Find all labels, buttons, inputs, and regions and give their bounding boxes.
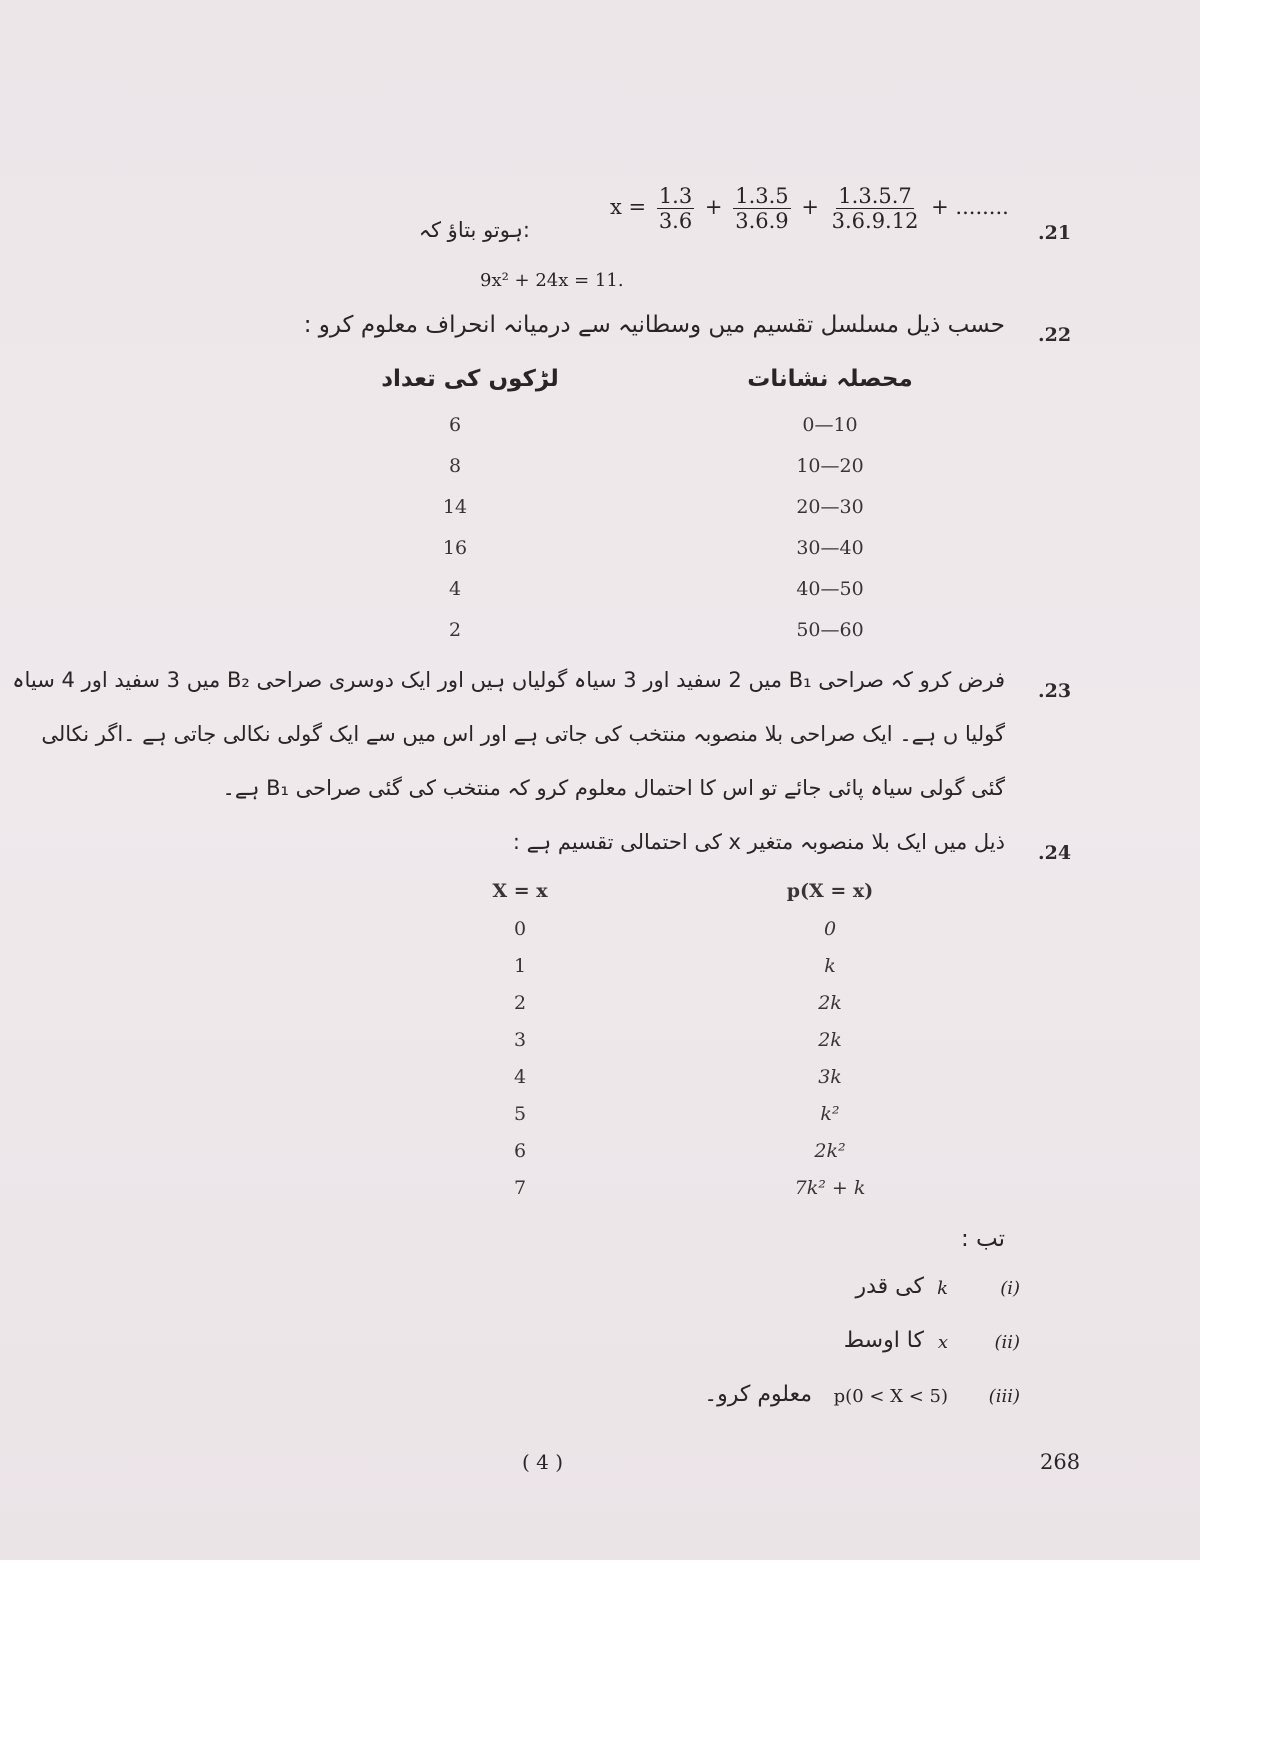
question-number-24: .24 [1038, 842, 1072, 864]
question-21-text: :ہوتو بتاؤ کہ [418, 218, 530, 242]
sub-part-text: معلوم کرو۔ [704, 1382, 812, 1407]
table-cell-probability: 3k [818, 1066, 842, 1088]
table-cell-students: 4 [448, 578, 462, 600]
table-cell-marks: 50—60 [796, 619, 864, 641]
question-number-23: .23 [1038, 680, 1072, 702]
column-header-x: X = x [492, 880, 548, 902]
table-cell-students: 8 [448, 455, 462, 477]
table-cell-probability: 2k² [814, 1140, 846, 1162]
fraction-2 [733, 184, 790, 233]
fraction-2-numerator: 1.3.5 [735, 184, 789, 208]
students-column [410, 414, 500, 660]
plus-sign: + [801, 195, 819, 219]
table-cell-marks: 0—10 [802, 414, 858, 436]
column-header-probability: p(X = x) [786, 880, 874, 902]
sub-part-label: (i) [1000, 1278, 1020, 1299]
table-cell-x: 2 [513, 992, 527, 1014]
sub-part-math: x [937, 1332, 948, 1353]
x-values-column [480, 918, 560, 1214]
sub-part-label: (iii) [988, 1386, 1020, 1407]
table-cell-marks: 40—50 [796, 578, 864, 600]
sub-part-math: p(0 < X < 5) [833, 1386, 948, 1407]
sub-part-math: k [937, 1278, 948, 1299]
table-cell-probability: k² [820, 1103, 840, 1125]
question-number-21: .21 [1038, 222, 1072, 244]
plus-sign: + [704, 195, 723, 219]
fraction-1 [657, 184, 694, 233]
table-cell-x: 0 [513, 918, 527, 940]
fraction-1-denominator: 3.6 [658, 209, 693, 233]
then-label: تب : [960, 1226, 1005, 1252]
sub-part-text: کی قدر [855, 1274, 924, 1299]
question-22-text: حسب ذیل مسلسل تقسیم میں وسطانیہ سے درمیانہ انحراف معلوم کرو : [303, 312, 1005, 338]
table-cell-marks: 20—30 [796, 496, 864, 518]
column-header-students: لڑکوں کی تعداد [381, 366, 559, 392]
table-cell-students: 16 [442, 537, 468, 559]
fraction-3 [830, 184, 921, 233]
table-cell-x: 7 [513, 1177, 527, 1199]
question-number-22: .22 [1038, 324, 1072, 346]
sub-part-text: کا اوسط [843, 1328, 924, 1353]
table-cell-x: 6 [513, 1140, 527, 1162]
probability-column [760, 918, 900, 1214]
fraction-3-numerator: 1.3.5.7 [838, 184, 912, 208]
question-23-line-2: گولیا ں ہے۔ ایک صراحی بلا منصوبہ منتخب کی جاتی ہے اور اس میں سے ایک گولی نکالی جاتی ہے ۔اگر نکالی [41, 722, 1005, 746]
sub-part-i [700, 1274, 1020, 1314]
sub-part-iii [600, 1382, 1020, 1422]
table-cell-marks: 30—40 [796, 537, 864, 559]
table-cell-probability: 2k [818, 992, 842, 1014]
column-header-marks: محصلہ نشانات [747, 366, 913, 392]
table-cell-marks: 10—20 [796, 455, 864, 477]
fraction-2-denominator: 3.6.9 [735, 209, 789, 233]
sub-part-label: (ii) [994, 1332, 1020, 1353]
question-24-text: ذیل میں ایک بلا منصوبہ متغیر x کی احتمالی تقسیم ہے : [512, 830, 1005, 854]
table-cell-x: 4 [513, 1066, 527, 1088]
table-cell-students: 6 [448, 414, 462, 436]
table-cell-x: 3 [513, 1029, 527, 1051]
question-23-line-1: فرض کرو کہ صراحی B₁ میں 2 سفید اور 3 سیاہ گولیاں ہیں اور ایک دوسری صراحی B₂ میں 3 سفید اور 4 سیاہ [12, 668, 1005, 692]
table-cell-probability: 2k [818, 1029, 842, 1051]
marks-column [720, 414, 940, 660]
table-cell-students: 2 [448, 619, 462, 641]
page-number: ( 4 ) [522, 1450, 564, 1474]
table-cell-x: 1 [513, 955, 527, 977]
series-tail: + ........ [931, 195, 1009, 219]
table-cell-probability: 7k² + k [794, 1177, 866, 1199]
fraction-3-denominator: 3.6.9.12 [831, 209, 919, 233]
sub-part-ii [700, 1328, 1020, 1368]
table-cell-probability: k [824, 955, 836, 977]
table-cell-students: 14 [442, 496, 468, 518]
question-21-result: 9x² + 24x = 11. [480, 270, 624, 291]
table-cell-x: 5 [513, 1103, 527, 1125]
paper-code: 268 [1040, 1450, 1081, 1474]
fraction-1-numerator: 1.3 [658, 184, 693, 208]
series-equation [610, 184, 1009, 233]
eq-lhs: x = [610, 195, 647, 219]
question-23-line-3: گئی گولی سیاہ پائی جائے تو اس کا احتمال معلوم کرو کہ منتخب کی گئی صراحی B₁ ہے۔ [222, 776, 1005, 800]
table-cell-probability: 0 [823, 918, 837, 940]
